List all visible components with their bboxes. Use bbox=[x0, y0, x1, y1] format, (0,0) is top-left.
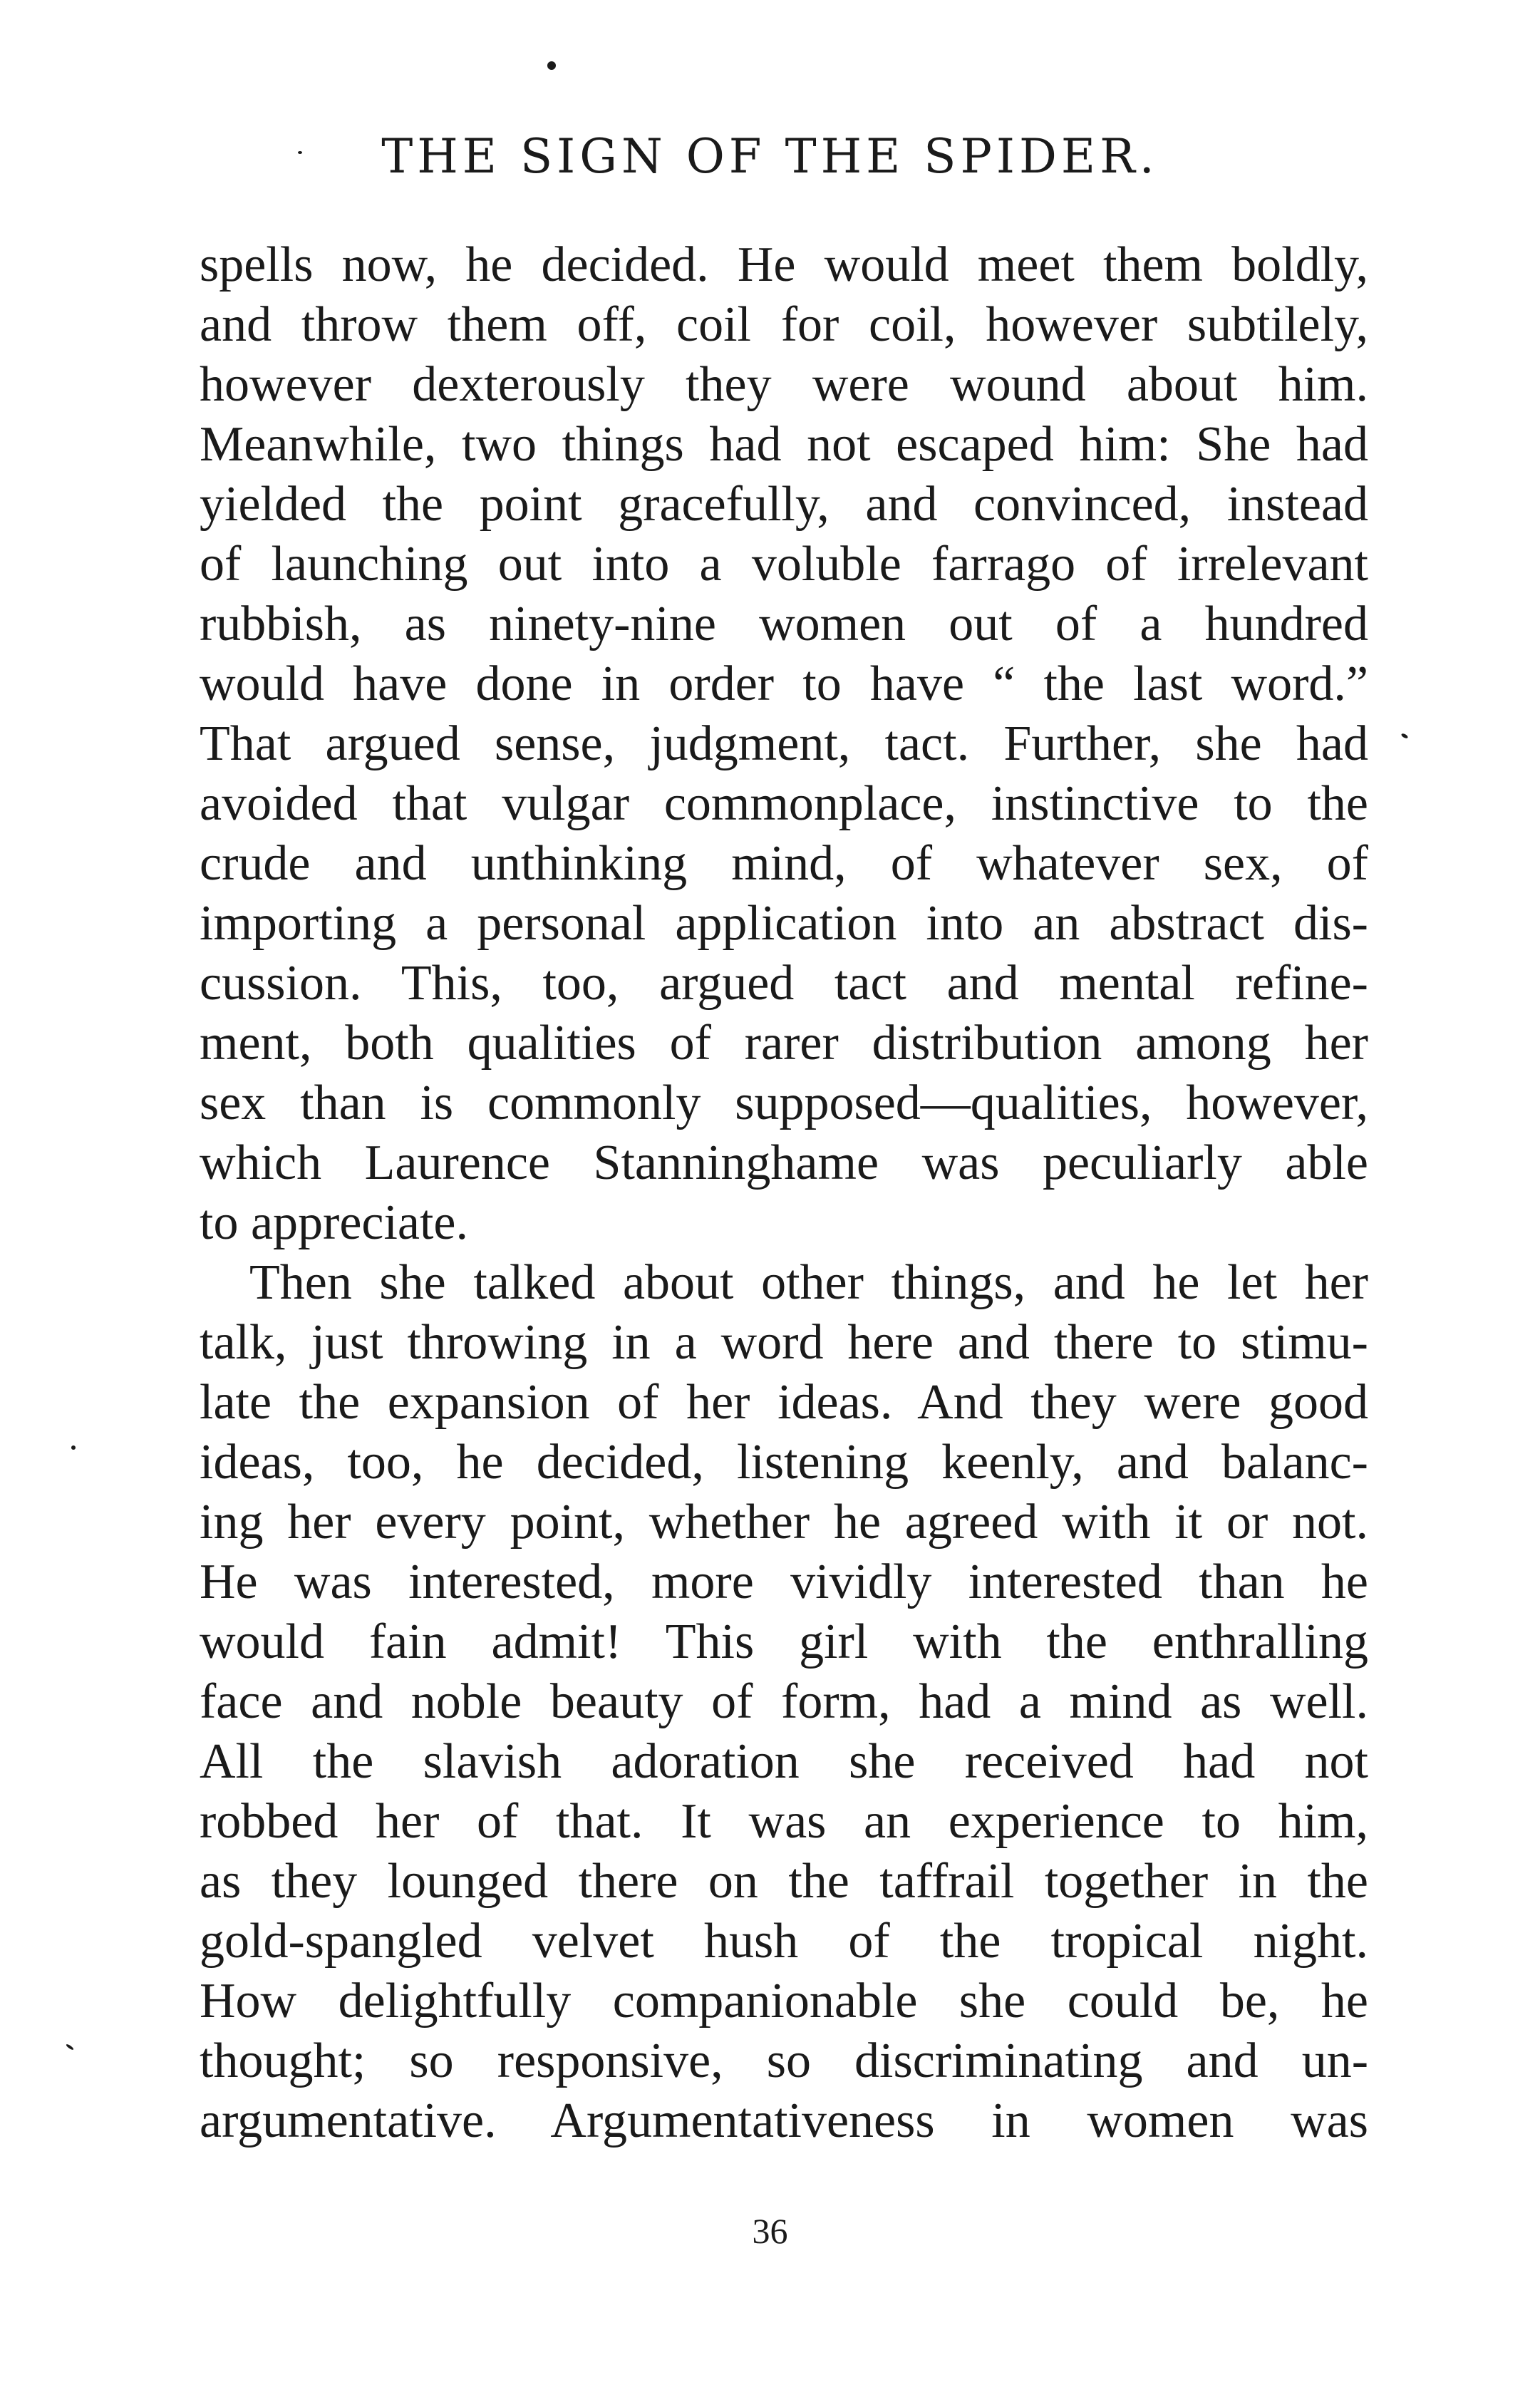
text-line: as they lounged there on the taffrail together in the bbox=[200, 1854, 1368, 1909]
text-line: late the expansion of her ideas. And they were good bbox=[200, 1375, 1368, 1430]
text-line: which Laurence Stanninghame was peculiarly able bbox=[200, 1135, 1368, 1190]
paragraph-2 bbox=[200, 1253, 1368, 2151]
text-line: however dexterously they were wound about him. bbox=[200, 357, 1368, 412]
left-margin-mark-lower bbox=[66, 2043, 74, 2051]
text-line: argumentative. Argumentativeness in women was bbox=[200, 2093, 1368, 2148]
text-line: would have done in order to have “ the last word.” bbox=[200, 656, 1368, 711]
text-line: to appreciate. bbox=[200, 1195, 469, 1250]
text-line: That argued sense, judgment, tact. Further, she had bbox=[200, 716, 1368, 771]
text-line: Then she talked about other things, and he let her bbox=[249, 1255, 1368, 1310]
text-line: face and noble beauty of form, had a mind as well. bbox=[200, 1674, 1368, 1729]
text-line: cussion. This, too, argued tact and mental refine- bbox=[200, 956, 1368, 1011]
text-line: rubbish, as ninety-nine women out of a hundred bbox=[200, 597, 1368, 651]
text-line: importing a personal application into an abstract dis- bbox=[200, 896, 1368, 951]
text-line: thought; so responsive, so discriminating and un- bbox=[200, 2033, 1368, 2088]
page-number: 36 bbox=[752, 2211, 788, 2251]
text-line: gold-spangled velvet hush of the tropical night. bbox=[200, 1914, 1368, 1969]
text-line: of launching out into a voluble farrago of irrelevant bbox=[200, 537, 1368, 592]
text-line: robbed her of that. It was an experience to him, bbox=[200, 1794, 1368, 1849]
text-line: sex than is commonly supposed—qualities, however, bbox=[200, 1076, 1368, 1130]
text-line: ing her every point, whether he agreed with it or not. bbox=[200, 1495, 1368, 1550]
text-line: He was interested, more vividly interested than he bbox=[200, 1555, 1368, 1609]
text-line: ideas, too, he decided, listening keenly, and balanc- bbox=[200, 1435, 1368, 1490]
text-line: All the slavish adoration she received had not bbox=[200, 1734, 1368, 1789]
text-line: ment, both qualities of rarer distribution among her bbox=[200, 1016, 1368, 1071]
right-margin-mark bbox=[1400, 733, 1408, 739]
running-head: THE SIGN OF THE SPIDER. bbox=[381, 129, 1159, 184]
text-line: avoided that vulgar commonplace, instinctive to the bbox=[200, 776, 1368, 831]
text-line: crude and unthinking mind, of whatever sex, of bbox=[200, 836, 1368, 891]
top-ink-dot bbox=[547, 61, 556, 70]
text-line: yielded the point gracefully, and convinced, instead bbox=[200, 477, 1368, 532]
text-line: Meanwhile, two things had not escaped him: She had bbox=[200, 417, 1368, 472]
body-text bbox=[200, 235, 1368, 2151]
left-margin-mark-upper bbox=[71, 1445, 76, 1450]
text-line: spells now, he decided. He would meet them boldly, bbox=[200, 237, 1368, 292]
text-line: would fain admit! This girl with the enthralling bbox=[200, 1614, 1368, 1669]
paragraph-1 bbox=[200, 235, 1368, 1253]
text-line: talk, just throwing in a word here and there to stimu- bbox=[200, 1315, 1368, 1370]
text-line: How delightfully companionable she could be, he bbox=[200, 1974, 1368, 2028]
text-line: and throw them off, coil for coil, however subtilely, bbox=[200, 297, 1368, 352]
